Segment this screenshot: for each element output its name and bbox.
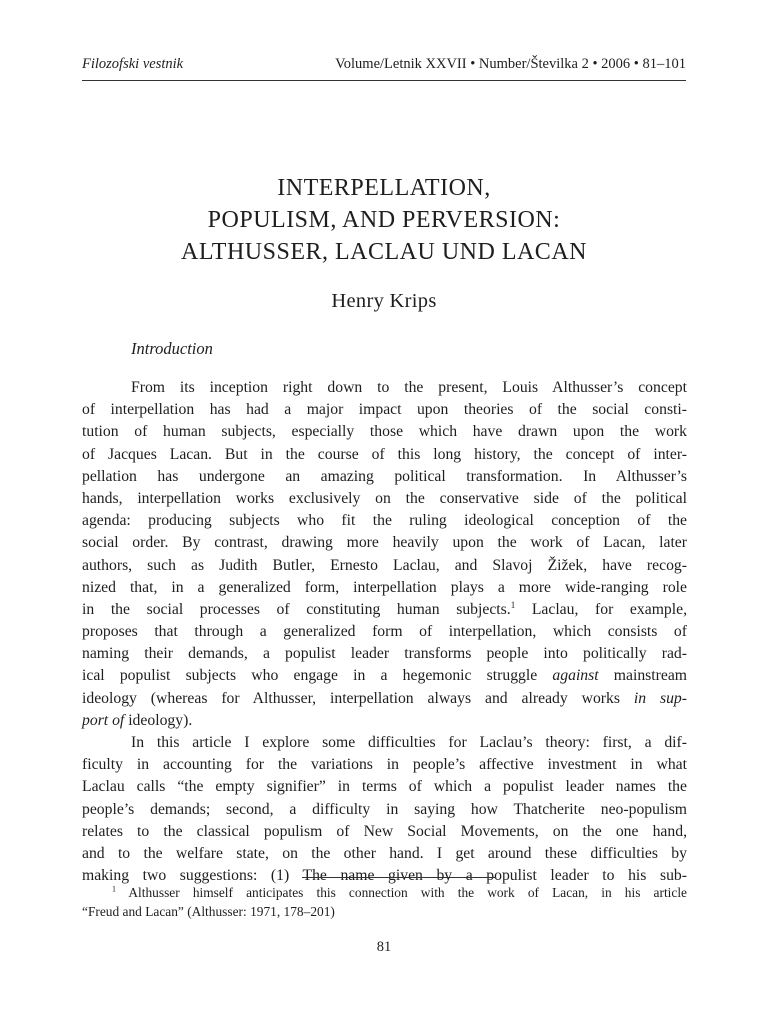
text-line: In this article I explore some difficulties for Laclau’s theory: first, a dif- — [131, 734, 687, 751]
footnote-ref[interactable]: 1 — [510, 599, 516, 610]
footnote-number: 1 — [112, 884, 116, 894]
text-line: making two suggestions: (1) The name given by a populist leader to his sub- — [82, 867, 687, 885]
text-line — [82, 688, 687, 710]
text-line: and to the welfare state, on the other hand. I get around these difficulties by — [82, 844, 687, 862]
text-line — [82, 599, 687, 621]
section-heading: Introduction — [131, 339, 213, 358]
text-line: proposes that through a generalized form of interpellation, which consists of — [82, 623, 687, 641]
header-rule — [82, 80, 686, 81]
footnote-line — [82, 883, 687, 902]
footnote-rule — [302, 877, 496, 878]
text-run: ical populist subjects who engage in a hegemonic struggle — [82, 667, 553, 685]
text-line: agenda: producing subjects who fit the ruling ideological conception of the — [82, 512, 687, 530]
text-run: ideology). — [124, 711, 193, 729]
text-line: of interpellation has had a major impact upon theories of the social consti- — [82, 401, 687, 419]
author-name: Henry Krips — [331, 290, 437, 312]
text-line — [82, 710, 687, 732]
text-line: relates to the classical populism of New Social Movements, on the one hand, — [82, 822, 687, 840]
text-line: From its inception right down to the present, Louis Althusser’s concept — [131, 379, 687, 396]
text-run: ideology (whereas for Althusser, interpellation always and already works — [82, 689, 634, 707]
text-line: of Jacques Lacan. But in the course of this long history, the concept of inter- — [82, 445, 687, 463]
text-run: in the social processes of constituting human subjects. — [82, 600, 511, 618]
text-line: Laclau calls “the empty signifier” in terms of which a populist leader names the — [82, 778, 687, 796]
title-line: INTERPELLATION, — [277, 175, 491, 201]
emphasis: port of — [82, 711, 125, 729]
text-line: nized that, in a generalized form, interpellation plays a more wide-ranging role — [82, 578, 687, 596]
text-line: ficulty in accounting for the variations in people’s affective investment in what — [82, 756, 687, 774]
running-header — [82, 56, 686, 73]
text-line: tution of human subjects, especially those which have drawn upon the work — [82, 423, 687, 441]
footnote — [82, 883, 687, 921]
text-line — [82, 665, 687, 687]
text-line: hands, interpellation works exclusively on the conservative side of the political — [82, 489, 687, 507]
article-title — [82, 172, 686, 268]
citation-info: Volume/Letnik XXVII • Number/Številka 2 • 2006 • 81–101 — [335, 56, 686, 72]
text-line: pellation has undergone an amazing political transformation. In Althusser’s — [82, 467, 687, 485]
text-line: social order. By contrast, drawing more heavily upon the work of Lacan, later — [82, 534, 687, 552]
emphasis: against — [552, 667, 599, 685]
emphasis: in sup- — [633, 689, 687, 707]
page-number: 81 — [376, 939, 392, 955]
journal-name: Filozofski vestnik — [82, 56, 184, 72]
text-run: Laclau, for example, — [515, 600, 687, 618]
text-line: people’s demands; second, a difficulty in saying how Thatcherite neo-populism — [82, 800, 687, 818]
text-line: authors, such as Judith Butler, Ernesto Laclau, and Slavoj Žižek, have recog- — [82, 556, 687, 574]
text-run: mainstream — [598, 667, 687, 685]
footnote-line: “Freud and Lacan” (Althusser: 1971, 178–201) — [82, 904, 335, 919]
text-line: naming their demands, a populist leader transforms people into politically rad- — [82, 645, 687, 663]
title-line: POPULISM, AND PERVERSION: — [207, 207, 561, 233]
text-run: Althusser himself anticipates this connection with the work of Lacan, in his article — [116, 885, 687, 900]
title-line: ALTHUSSER, LACLAU UND LACAN — [181, 239, 587, 265]
body-text — [82, 377, 687, 887]
